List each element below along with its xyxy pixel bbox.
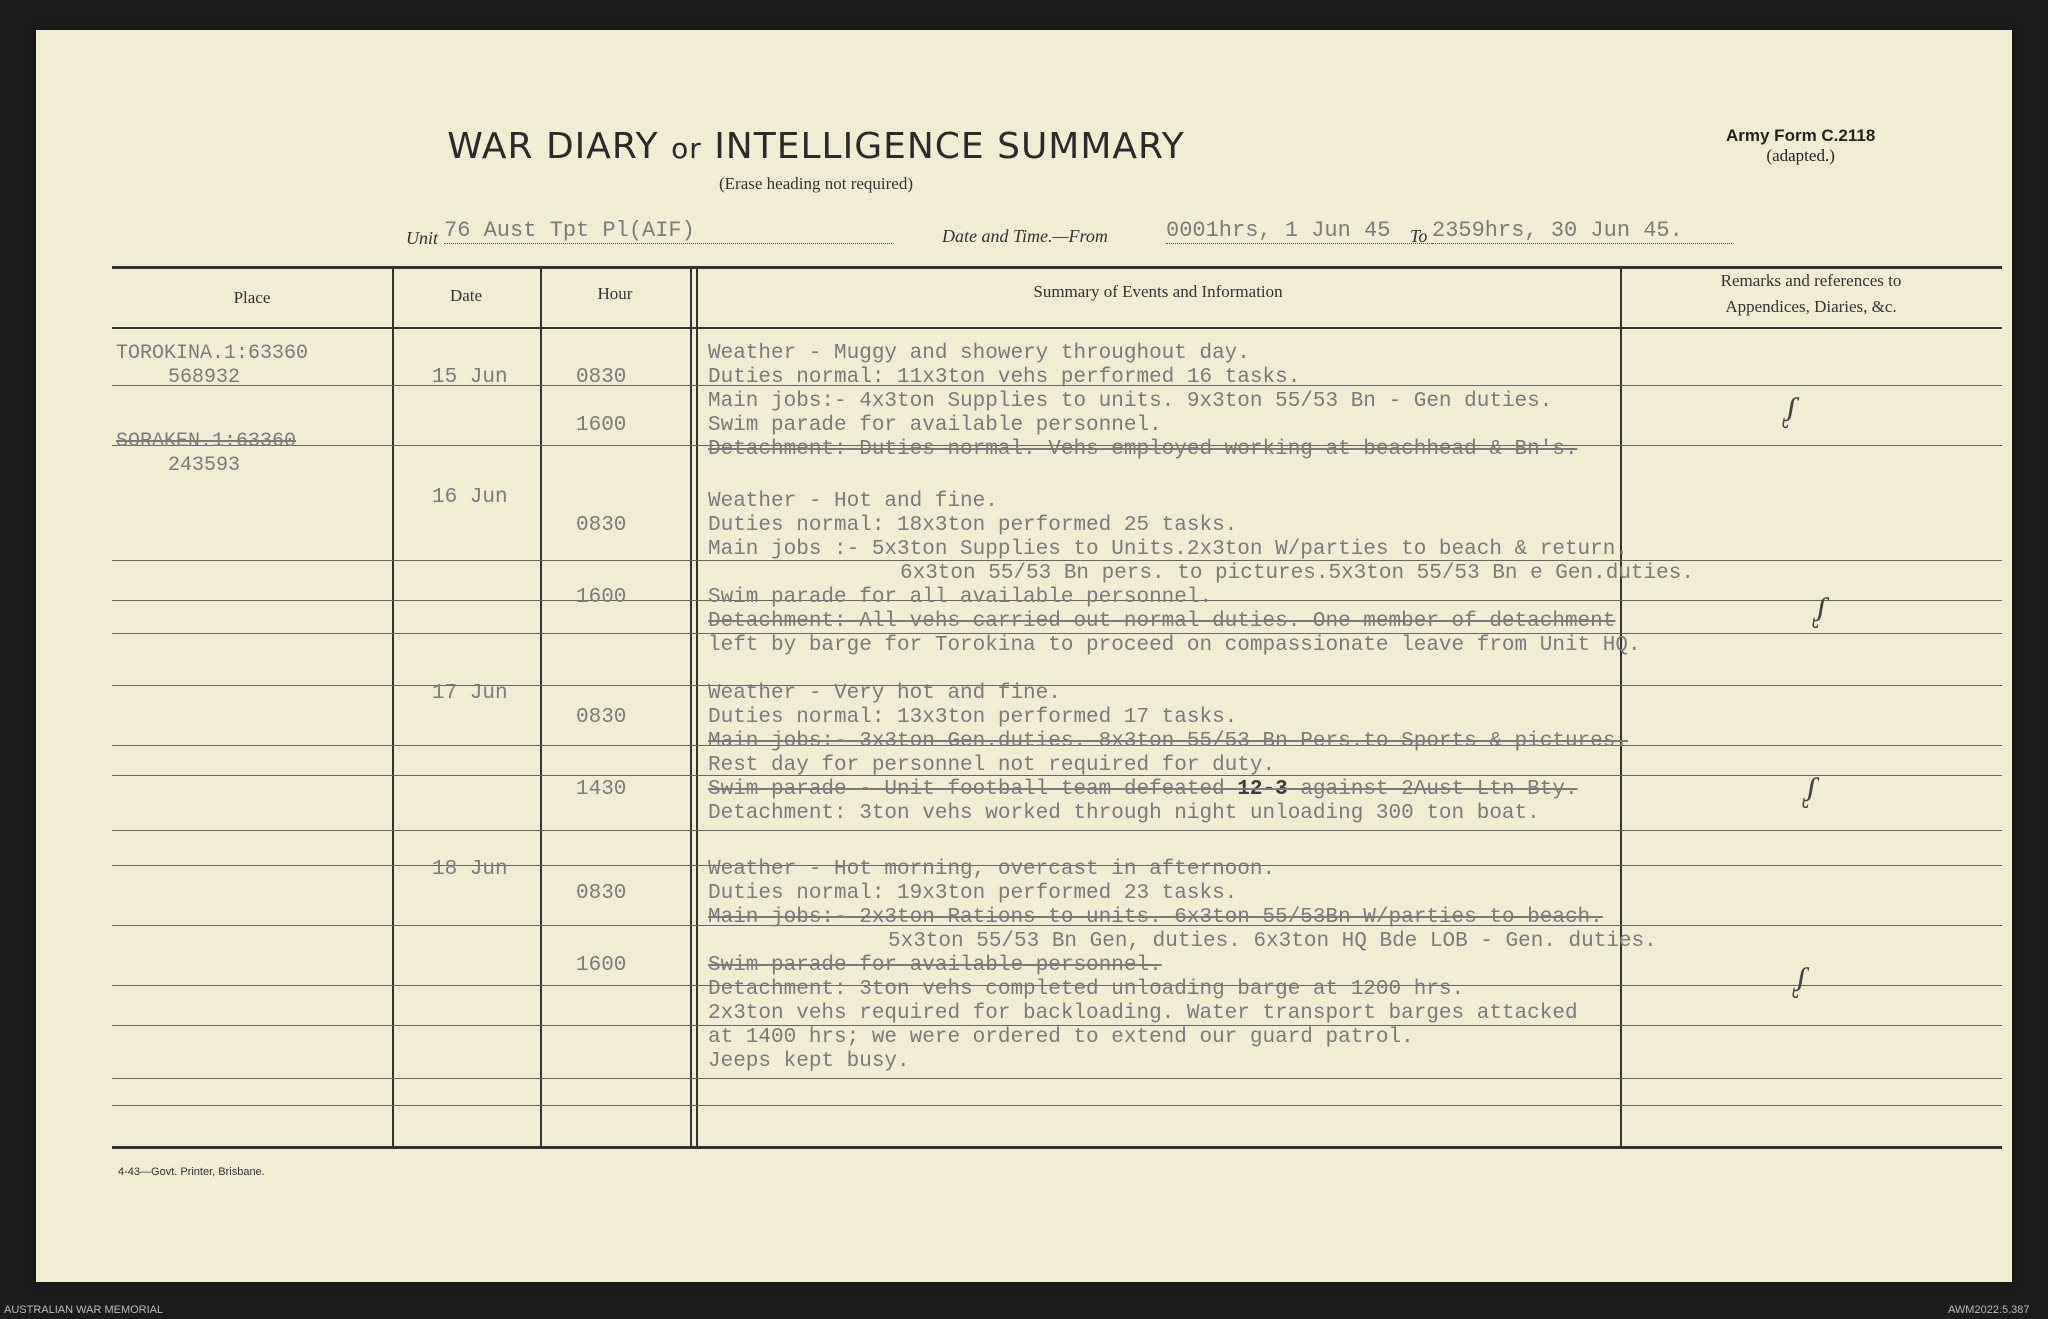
- summary-line: Weather - Very hot and fine.: [708, 682, 1061, 705]
- summary-line: Detachment: 3ton vehs completed unloading barge at 1200 hrs.: [708, 978, 1465, 1001]
- row-rule: [112, 1078, 2002, 1079]
- unit-value: 76 Aust Tpt Pl(AIF): [444, 218, 892, 244]
- title-intelligence-summary: INTELLIGENCE SUMMARY: [714, 126, 1185, 167]
- entry-hour: 0830: [576, 706, 627, 729]
- summary-line: Detachment: All vehs carried out normal duties. One member of detachment: [708, 610, 1616, 633]
- entry-hour: 0830: [576, 366, 627, 389]
- table-bottom-rule: [112, 1146, 2002, 1149]
- place-soraken: SORAKEN.1:63360: [116, 430, 297, 453]
- summary-line: Main jobs:- 4x3ton Supplies to units. 9x3ton 55/53 Bn - Gen duties.: [708, 390, 1553, 413]
- col-header-place: Place: [233, 288, 271, 307]
- date-to-value: 2359hrs, 30 Jun 45.: [1432, 218, 1732, 244]
- entry-hour: 0830: [576, 514, 627, 537]
- summary-line: Detachment: Duties normal. Vehs employed working at beachhead & Bn's.: [708, 438, 1578, 461]
- entry-date: 15 Jun: [432, 366, 508, 389]
- summary-line: Jeeps kept busy.: [708, 1050, 910, 1073]
- summary-fragment: against 2Aust Ltn Bty.: [1287, 778, 1578, 801]
- army-form-number: [1726, 126, 1875, 166]
- summary-line: Weather - Muggy and showery throughout day.: [708, 342, 1250, 365]
- summary-line: Duties normal: 11x3ton vehs performed 16 tasks.: [708, 366, 1301, 389]
- summary-fragment: Swim parade - Unit football team defeated: [708, 778, 1238, 801]
- summary-line: Swim parade for all available personnel.: [708, 586, 1213, 609]
- page-subtitle: (Erase heading not required): [719, 174, 913, 193]
- col-divider-hour-a: [690, 266, 692, 1146]
- summary-line: Duties normal: 18x3ton performed 25 tasks.: [708, 514, 1238, 537]
- summary-line: Detachment: 3ton vehs worked through night unloading 300 ton boat.: [708, 802, 1540, 825]
- entry-hour: 1600: [576, 586, 627, 609]
- place-torokina-grid: 568932: [168, 366, 241, 389]
- remarks-header-line2: Appendices, Diaries, &c.: [1725, 297, 1897, 316]
- col-divider-place: [392, 266, 394, 1146]
- handwritten-initials: ᶘ: [1796, 960, 1806, 1000]
- col-header-summary: Summary of Events and Information: [1033, 282, 1283, 301]
- row-rule: [112, 1105, 2002, 1106]
- summary-line: Main jobs:- 2x3ton Rations to units. 6x3ton 55/53Bn W/parties to beach.: [708, 906, 1603, 929]
- date-from-value: 0001hrs, 1 Jun 45: [1166, 218, 1456, 244]
- handwritten-initials: ᶘ: [1816, 590, 1826, 630]
- summary-line: Duties normal: 19x3ton performed 23 tasks.: [708, 882, 1238, 905]
- summary-line: Weather - Hot and fine.: [708, 490, 998, 513]
- handwritten-initials: ᶘ: [1786, 390, 1796, 430]
- col-header-date: Date: [449, 286, 483, 305]
- entry-date: 18 Jun: [432, 858, 508, 881]
- col-divider-date: [540, 266, 542, 1146]
- date-time-label: Date and Time.—From: [942, 226, 1108, 246]
- entry-date: 17 Jun: [432, 682, 508, 705]
- summary-line: Duties normal: 13x3ton performed 17 tasks.: [708, 706, 1238, 729]
- summary-line: Main jobs :- 5x3ton Supplies to Units.2x3ton W/parties to beach & return.: [708, 538, 1628, 561]
- summary-line: 5x3ton 55/53 Bn Gen, duties. 6x3ton HQ Bde LOB - Gen. duties.: [888, 930, 1657, 953]
- entry-date: 16 Jun: [432, 486, 508, 509]
- col-header-hour: Hour: [597, 284, 633, 303]
- place-soraken-grid: 243593: [168, 454, 241, 477]
- entry-hour: 0830: [576, 882, 627, 905]
- col-header-remarks: [1620, 268, 2002, 320]
- summary-line: [708, 778, 1578, 801]
- summary-line: at 1400 hrs; we were ordered to extend our guard patrol.: [708, 1026, 1414, 1049]
- archive-reference: AWM2022.5.387: [1948, 1304, 2030, 1316]
- remarks-header-line1: Remarks and references to: [1720, 271, 1902, 290]
- to-label: To: [1410, 226, 1428, 246]
- summary-line: Swim parade for available personnel.: [708, 954, 1162, 977]
- title-war-diary: WAR DIARY: [447, 126, 659, 167]
- col-divider-hour-b: [696, 266, 698, 1146]
- summary-line: Main jobs:- 3x3ton Gen.duties. 8x3ton 55/53 Bn Pers.to Sports & pictures.: [708, 730, 1628, 753]
- diary-sheet: [36, 30, 2012, 1282]
- printer-imprint: 4-43—Govt. Printer, Brisbane.: [118, 1166, 265, 1178]
- place-torokina: TOROKINA.1:63360: [116, 342, 309, 365]
- handwritten-initials: ᶘ: [1806, 770, 1816, 810]
- entry-hour: 1600: [576, 954, 627, 977]
- title-or: or: [671, 132, 702, 165]
- entry-hour: 1600: [576, 414, 627, 437]
- army-form-adapted: (adapted.): [1766, 146, 1835, 165]
- summary-line: left by barge for Torokina to proceed on compassionate leave from Unit HQ.: [708, 634, 1641, 657]
- row-rule: [112, 830, 2002, 831]
- table-header-rule: [112, 327, 2002, 329]
- score-value: 12-3: [1237, 778, 1288, 801]
- archive-caption: AUSTRALIAN WAR MEMORIAL: [4, 1304, 164, 1316]
- page-title: [36, 126, 1596, 167]
- army-form-label: Army Form C.2118: [1726, 126, 1876, 145]
- entry-hour: 1430: [576, 778, 627, 801]
- summary-line: 2x3ton vehs required for backloading. Water transport barges attacked: [708, 1002, 1578, 1025]
- col-divider-summary: [1620, 266, 1622, 1146]
- summary-line: Weather - Hot morning, overcast in afternoon.: [708, 858, 1276, 881]
- summary-line: Swim parade for available personnel.: [708, 414, 1162, 437]
- summary-line: 6x3ton 55/53 Bn pers. to pictures.5x3ton 55/53 Bn e Gen.duties.: [900, 562, 1694, 585]
- unit-label: Unit: [406, 228, 439, 248]
- summary-line: Rest day for personnel not required for duty.: [708, 754, 1276, 777]
